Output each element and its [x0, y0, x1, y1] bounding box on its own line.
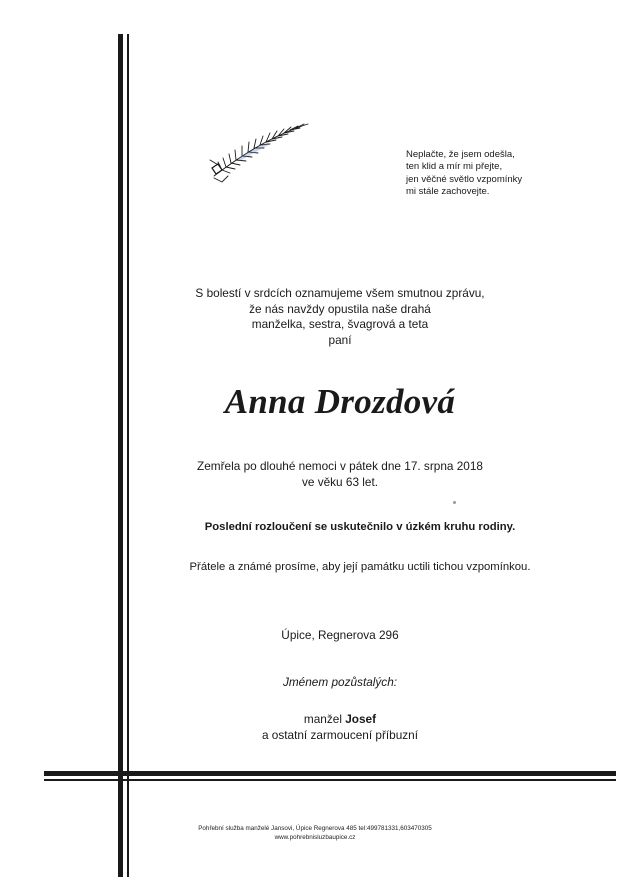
husband-name: Josef [345, 712, 377, 726]
border-vertical-thin [127, 34, 129, 877]
intro-line: S bolestí v srdcích oznamujeme všem smutnou zprávu, [195, 286, 485, 300]
death-line: ve věku 63 let. [301, 474, 379, 489]
farewell-notice: Poslední rozloučení se uskutečnilo v úzkém kruhu rodiny. [204, 521, 516, 533]
death-line: Zemřela po dlouhé nemoci v pátek dne 17. srpna 2018 [197, 459, 483, 473]
death-notice [140, 459, 540, 490]
funeral-service-footer [180, 824, 450, 842]
scan-speck [3, 192, 8, 202]
border-vertical-thick [118, 34, 123, 877]
palm-frond-icon [208, 118, 314, 184]
friends-request: Přátele a známé prosíme, aby její památku uctili tichou vzpomínkou. [189, 561, 531, 573]
intro-line: manželka, sestra, švagrová a teta [251, 317, 429, 332]
poem-line: jen věčné světlo vzpomínky [406, 173, 523, 185]
footer-website: www.pohrebnisluzbaupice.cz [274, 834, 356, 841]
announcement-intro [140, 286, 540, 348]
intro-line: paní [328, 332, 352, 347]
intro-line: že nás navždy opustila naše drahá [249, 301, 431, 316]
husband-prefix: manžel [303, 712, 342, 726]
deceased-name: Anna Drozdová [224, 382, 456, 421]
memorial-poem [406, 149, 606, 199]
family-address: Úpice, Regnerova 296 [281, 628, 399, 642]
poem-line: Neplačte, že jsem odešla, [406, 149, 515, 160]
scan-dot [453, 501, 456, 504]
on-behalf-heading: Jménem pozůstalých: [282, 675, 398, 689]
family-signature [140, 712, 540, 743]
husband-line [140, 712, 540, 728]
poem-line: mi stále zachovejte. [406, 186, 490, 198]
footer-contact: Pohřební služba manželé Jansovi, Úpice Regnerova 485 tel:499781331,603470305 [198, 825, 432, 832]
relatives-line: a ostatní zarmoucení příbuzní [261, 727, 419, 742]
border-horizontal-thick [44, 771, 616, 776]
poem-line: ten klid a mír mi přejte, [406, 161, 503, 173]
border-horizontal-thin [44, 779, 616, 781]
